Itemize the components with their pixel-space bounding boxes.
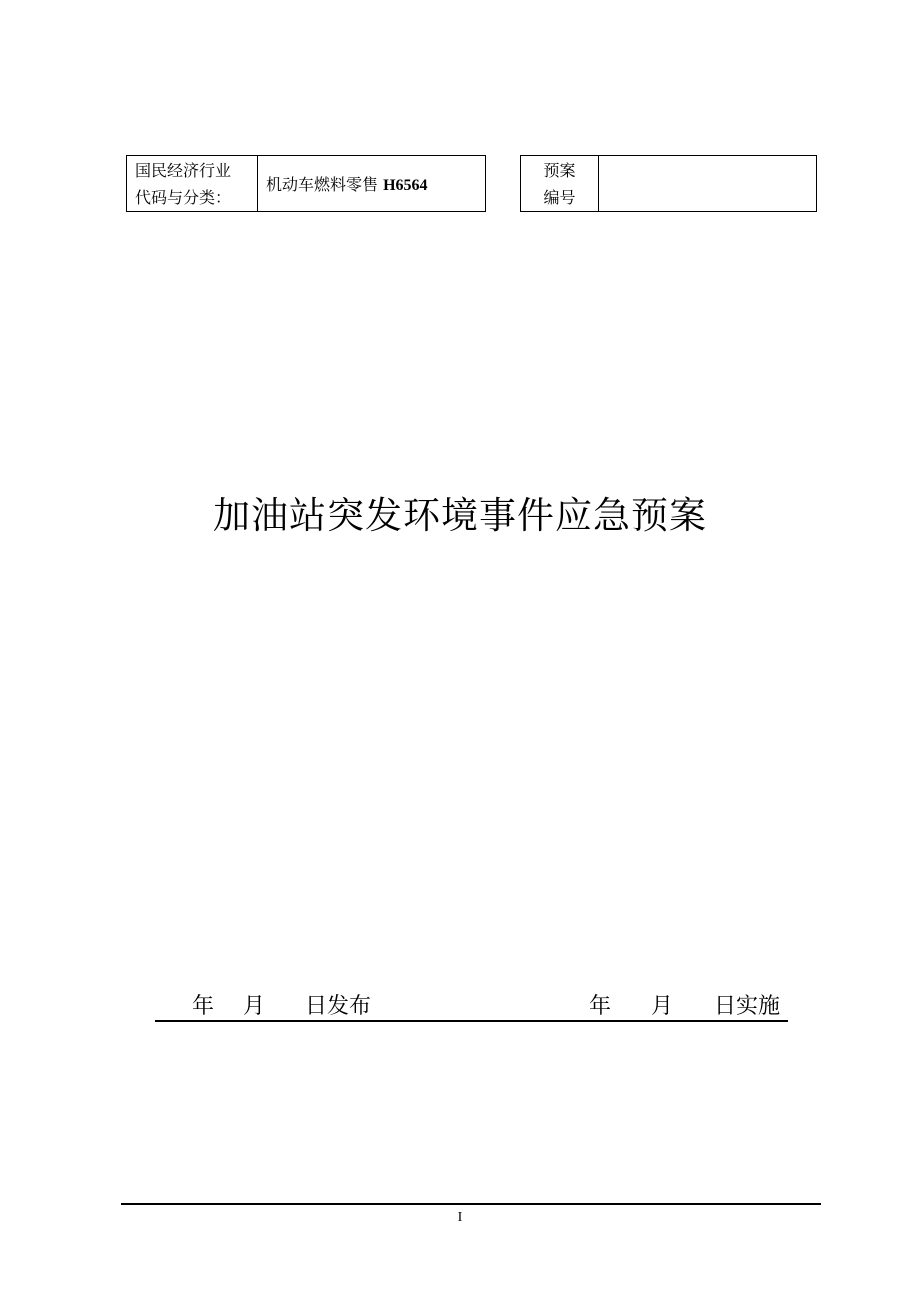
- plan-label-line1: 预案: [543, 160, 576, 180]
- industry-classification-table: [126, 155, 486, 212]
- industry-value: [258, 156, 486, 212]
- industry-code: H6564: [383, 177, 428, 194]
- publish-day: 日发布: [305, 994, 372, 1019]
- plan-number-label: [521, 156, 599, 212]
- industry-label: [127, 156, 258, 212]
- effective-month: 月: [651, 994, 674, 1019]
- publish-year: 年: [192, 994, 215, 1019]
- effective-year: 年: [589, 994, 612, 1019]
- plan-number-field: [599, 156, 817, 212]
- document-title: 加油站突发环境事件应急预案: [213, 494, 707, 537]
- page-number: I: [457, 1210, 463, 1225]
- industry-value-text: 机动车燃料零售: [266, 175, 384, 194]
- date-line: [155, 990, 788, 1022]
- plan-number-table: [520, 155, 817, 212]
- plan-label-line2: 编号: [543, 187, 576, 207]
- publish-month: 月: [243, 994, 266, 1019]
- industry-label-line2: 代码与分类：: [135, 187, 232, 207]
- footer-divider: [121, 1203, 821, 1205]
- industry-label-line1: 国民经济行业: [135, 160, 232, 180]
- effective-day: 日实施: [714, 994, 781, 1019]
